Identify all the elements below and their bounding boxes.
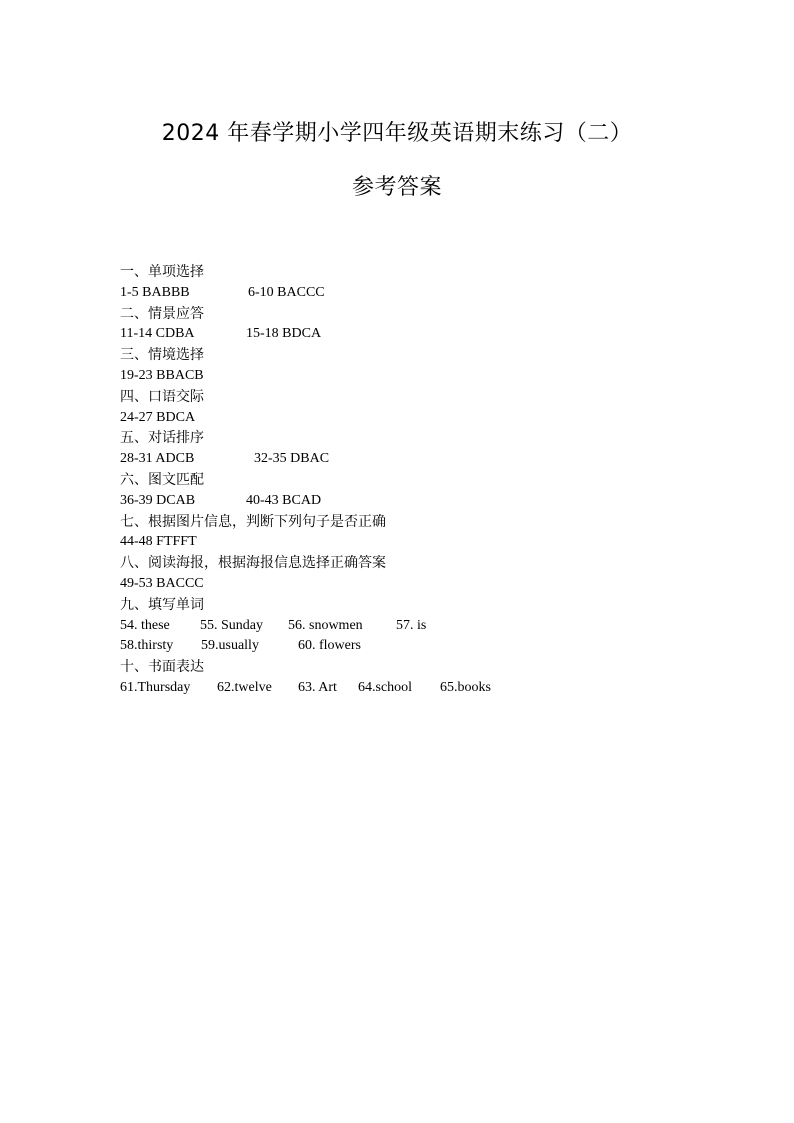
answer-line-1: [120, 283, 720, 304]
answer-item: 24-27 BDCA: [120, 409, 196, 425]
section-heading-5: 五、对话排序: [120, 430, 204, 447]
page-subtitle: 参考答案: [351, 175, 442, 200]
section-heading-4: 四、口语交际: [120, 388, 204, 405]
answer-line-7: [120, 532, 720, 553]
answer-item: 60. flowers: [298, 638, 361, 654]
answer-line-9b: [120, 636, 720, 657]
answer-line-4: [120, 408, 720, 429]
answer-item: 54. these: [120, 617, 170, 633]
section-heading-7: 七、根据图片信息，判断下列句子是否正确: [120, 513, 386, 530]
answer-item: 58.thirsty: [120, 638, 174, 654]
answer-item: 32-35 DBAC: [254, 451, 330, 467]
answer-line-6: [120, 491, 720, 512]
answer-item: 61.Thursday: [120, 679, 191, 695]
answer-item: 6-10 BACCC: [248, 284, 325, 300]
answer-item: 65.books: [440, 679, 491, 695]
section-heading-1: 一、单项选择: [120, 264, 204, 280]
answer-item: 19-23 BBACB: [120, 367, 204, 383]
answer-item: 55. Sunday: [200, 617, 263, 633]
section-heading-9: 九、填写单词: [120, 596, 204, 613]
section-heading-3: 三、情境选择: [120, 347, 204, 364]
answer-line-9a: [120, 616, 720, 637]
answer-line-3: [120, 366, 720, 387]
answer-item: 56. snowmen: [288, 617, 363, 633]
page-title: 2024 年春学期小学四年级英语期末练习（二）: [161, 121, 633, 146]
answer-item: 64.school: [358, 679, 413, 695]
section-heading-2: 二、情景应答: [120, 305, 204, 322]
answer-item: 57. is: [396, 617, 427, 633]
answer-line-10: [120, 678, 720, 699]
answer-item: 63. Art: [298, 679, 337, 695]
answer-line-8: [120, 574, 720, 595]
answer-item: 49-53 BACCC: [120, 575, 204, 591]
answer-line-2: [120, 324, 720, 345]
answer-line-5: [120, 449, 720, 470]
answer-item: 40-43 BCAD: [246, 492, 322, 508]
answer-list: [120, 262, 720, 699]
answer-item: 1-5 BABBB: [120, 284, 190, 300]
section-heading-8: 八、阅读海报，根据海报信息选择正确答案: [120, 555, 386, 572]
answer-item: 15-18 BDCA: [246, 326, 322, 342]
section-heading-6: 六、图文匹配: [120, 471, 204, 488]
answer-item: 11-14 CDBA: [120, 326, 195, 342]
section-heading-10: 十、书面表达: [120, 659, 204, 676]
answer-item: 36-39 DCAB: [120, 492, 196, 508]
answer-item: 44-48 FTFFT: [120, 534, 197, 550]
answer-item: 62.twelve: [217, 679, 272, 695]
answer-item: 59.usually: [201, 638, 259, 654]
answer-item: 28-31 ADCB: [120, 451, 195, 467]
